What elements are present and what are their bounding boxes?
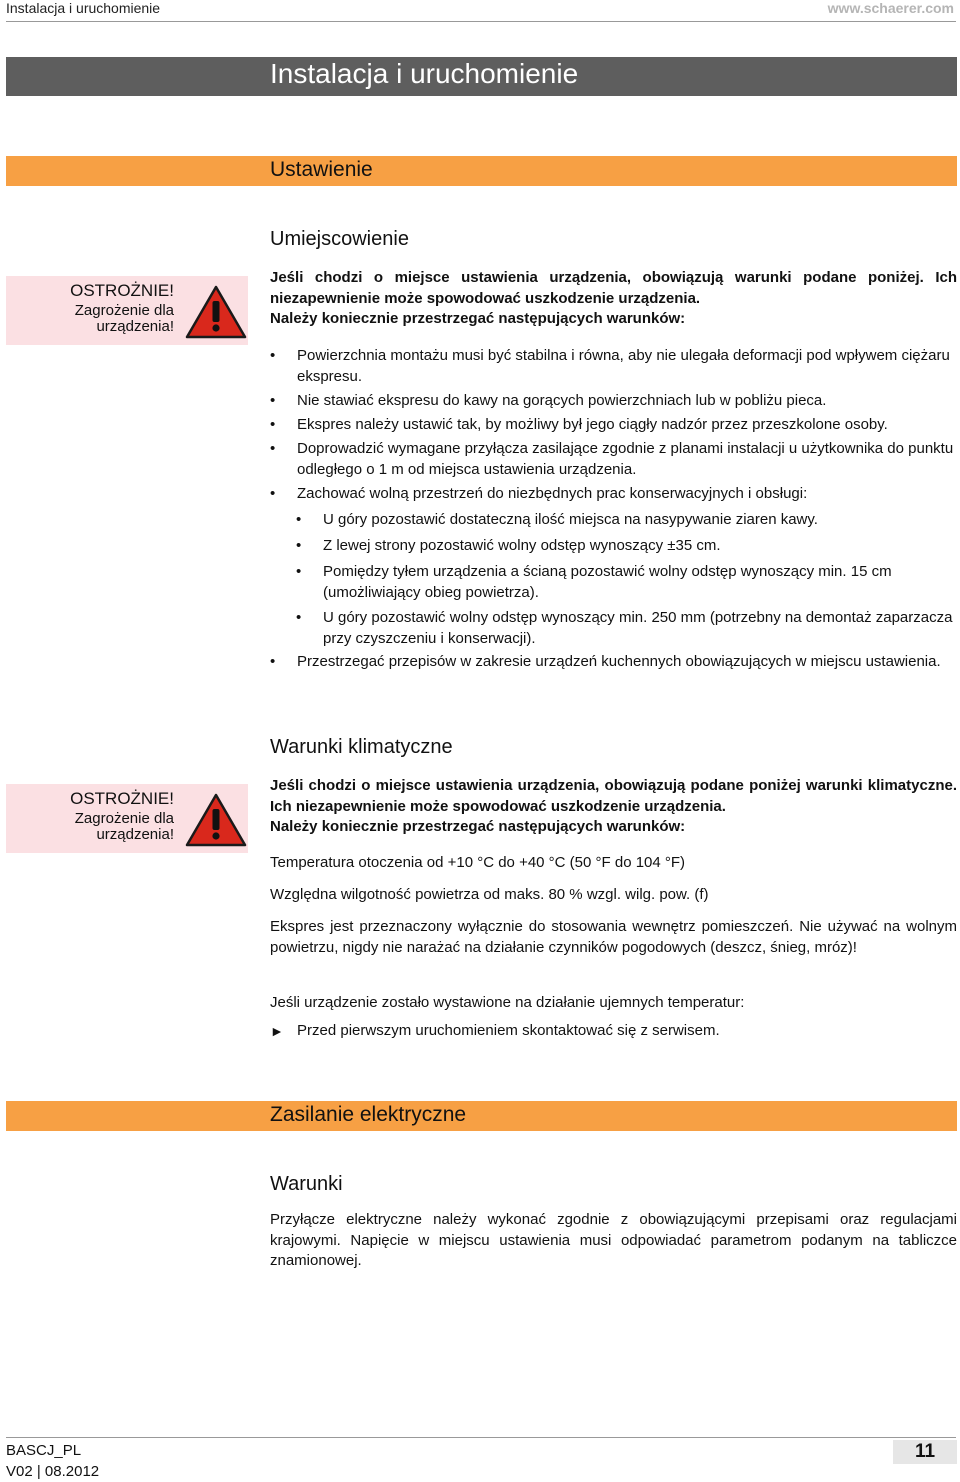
warning-text: Zagrożenie dla urządzenia!	[74, 810, 174, 843]
action-step: ► Przed pierwszym uruchomieniem skontaktować się z serwisem.	[270, 1021, 957, 1042]
arrow-right-icon: ►	[270, 1023, 284, 1039]
ambient-temperature: Temperatura otoczenia od +10 °C do +40 °C (50 °F do 104 °F)	[270, 854, 686, 871]
climate-intro: Jeśli chodzi o miejsce ustawienia urządzenia, obowiązują podane poniżej warunki klimatyczne. Ich niezapewnienie może spowodować uszkodzenie urządzenia.	[270, 777, 957, 815]
list-item: • Zachować wolną przestrzeń do niezbędnych prac konserwacyjnych i obsługi:	[270, 485, 808, 502]
warning-triangle-icon	[184, 792, 248, 848]
warning-box	[6, 276, 248, 345]
subsection-heading-warunki: Warunki	[270, 1173, 343, 1195]
subsection-heading-warunki-klimatyczne: Warunki klimatyczne	[270, 736, 453, 758]
list-item: • Doprowadzić wymagane przyłącza zasilające zgodnie z planami instalacji u użytkownika do punktu odległego o 1 m od miejsca ustawienia urządzenia.	[270, 440, 954, 478]
indoor-use-notice: Ekspres jest przeznaczony wyłącznie do stosowania wewnętrz pomieszczeń. Nie używać na wolnym powietrzu, nigdy nie narażać na działanie czynników pogodowych (deszcz, śnieg, mróz)!	[270, 918, 957, 956]
sub-list-item: • Pomiędzy tyłem urządzenia a ścianą pozostawić wolny odstęp wynoszący min. 15 cm (umożliwiający obieg powietrza).	[296, 563, 892, 601]
list-item: • Przestrzegać przepisów w zakresie urządzeń kuchennych obowiązujących w miejscu ustawienia.	[270, 653, 941, 670]
warning-title: OSTROŻNIE!	[70, 281, 174, 300]
warning-text: Zagrożenie dla urządzenia!	[74, 302, 174, 335]
placement-intro: Jeśli chodzi o miejsce ustawienia urządzenia, obowiązują warunki podane poniżej. Ich niezapewnienie może spowodować uszkodzenie urządzenia.	[270, 269, 957, 307]
sub-list-item: • U góry pozostawić dostateczną ilość miejsca na nasypywanie ziaren kawy.	[296, 511, 818, 528]
climate-intro-2: Należy koniecznie przestrzegać następujących warunków:	[270, 818, 686, 835]
list-item: • Nie stawiać ekspresu do kawy na gorących powierzchniach lub w pobliżu pieca.	[270, 392, 827, 409]
relative-humidity: Względna wilgotność powietrza od maks. 80 % wzgl. wilg. pow. (f)	[270, 886, 709, 903]
sub-list-item: • Z lewej strony pozostawić wolny odstęp wynoszący ±35 cm.	[296, 537, 721, 554]
list-item: • Ekspres należy ustawić tak, by możliwy był jego ciągły nadzór przez przeszkolone osoby.	[270, 416, 888, 433]
section-heading-ustawienie: Ustawienie	[270, 158, 373, 181]
placement-intro-2: Należy koniecznie przestrzegać następujących warunków:	[270, 310, 686, 327]
footer-divider	[6, 1437, 956, 1438]
chapter-title: Instalacja i uruchomienie	[270, 58, 579, 89]
warning-title: OSTROŻNIE!	[70, 789, 174, 808]
subsection-heading-umiejscowienie: Umiejscowienie	[270, 228, 409, 250]
running-header-section: Instalacja i uruchomienie	[6, 0, 161, 16]
sub-list-item: • U góry pozostawić wolny odstęp wynoszący min. 250 mm (potrzebny na demontaż zaparzacza przy czyszczeniu i konserwacji).	[296, 609, 953, 647]
footer-version: V02 | 08.2012	[6, 1463, 100, 1480]
page-number: 11	[893, 1440, 957, 1464]
section-bar-ustawienie	[6, 156, 957, 186]
section-bar-zasilanie	[6, 1101, 957, 1131]
list-item: • Powierzchnia montażu musi być stabilna i równa, aby nie ulegała deformacji pod wpływem ciężaru ekspresu.	[270, 347, 950, 385]
running-header-website: www.schaerer.com	[827, 0, 954, 16]
electrical-requirements: Przyłącze elektryczne należy wykonać zgodnie z obowiązującymi przepisami oraz regulacjami krajowymi. Napięcie w miejscu ustawienia musi odpowiadać parametrom podanym na tabliczce znamionowej.	[270, 1211, 957, 1269]
header-divider	[6, 21, 956, 22]
warning-box	[6, 784, 248, 853]
freezing-condition: Jeśli urządzenie zostało wystawione na działanie ujemnych temperatur:	[270, 994, 745, 1011]
footer-document-code: BASCJ_PL	[6, 1442, 82, 1459]
section-heading-zasilanie: Zasilanie elektryczne	[270, 1103, 467, 1126]
warning-triangle-icon	[184, 284, 248, 340]
